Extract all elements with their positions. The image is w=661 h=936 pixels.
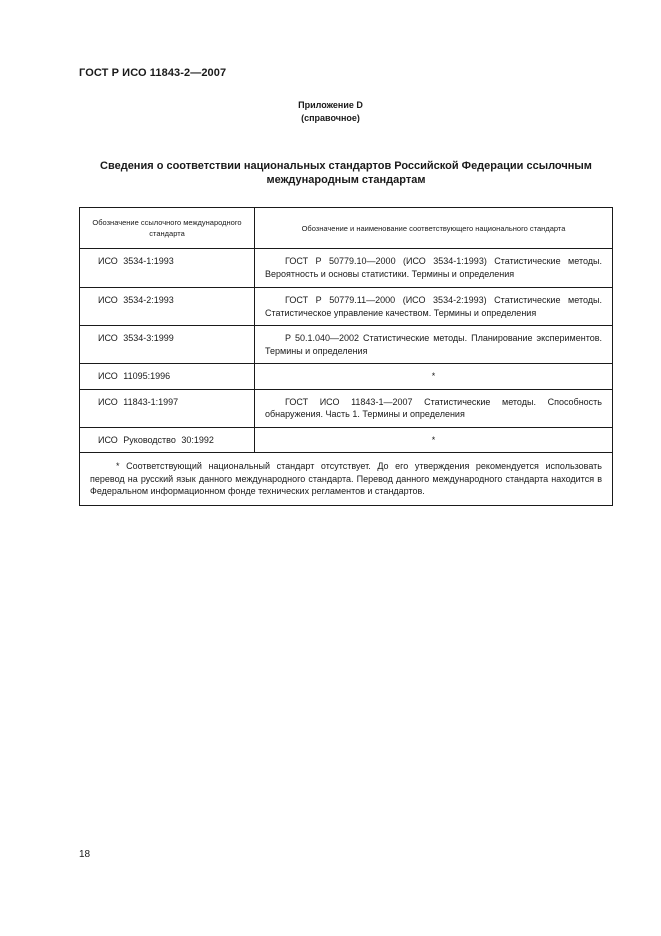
page-number: 18: [79, 849, 91, 860]
annex-subtitle: (справочное): [301, 113, 360, 123]
annex-title: Приложение D: [298, 100, 363, 110]
national-standard-cell: *: [255, 427, 613, 453]
table-footnote: * Соответствующий национальный стандарт отсутствует. До его утверждения рекомендуется использовать перевод на русский язык данного международного стандарта. Перевод данного международного стандарта находится в Федеральном информационном фонде технических регламентов и стандартов.: [90, 461, 602, 496]
column-header-international: Обозначение ссылочного международного стандарта: [80, 208, 255, 249]
national-standard-cell: *: [255, 364, 613, 390]
table-row: [80, 288, 612, 326]
international-standard-cell: ИСО 3534-3:1999: [80, 326, 255, 364]
international-standard-cell: ИСО 11843-1:1997: [80, 389, 255, 427]
international-standard-cell: ИСО 3534-2:1993: [80, 288, 255, 326]
national-standard-cell: Р 50.1.040—2002 Статистические методы. Планирование экспериментов. Термины и определения: [255, 326, 613, 364]
table-header-row: [80, 208, 612, 249]
national-standard-cell: ГОСТ Р 50779.10—2000 (ИСО 3534-1:1993) Статистические методы. Вероятность и основы статистики. Термины и определения: [255, 249, 613, 288]
column-header-national: Обозначение и наименование соответствующего национального стандарта: [255, 208, 613, 249]
table-row: [80, 389, 612, 427]
national-standard-cell: ГОСТ ИСО 11843-1—2007 Статистические методы. Способность обнаружения. Часть 1. Термины и определения: [255, 389, 613, 427]
national-standard-cell: ГОСТ Р 50779.11—2000 (ИСО 3534-2:1993) Статистические методы. Статистическое управление качеством. Термины и определения: [255, 288, 613, 326]
correspondence-table: [79, 207, 613, 506]
section-heading: Сведения о соответствии национальных стандартов Российской Федерации ссылочным международным стандартам: [100, 160, 592, 186]
table-row: [80, 427, 612, 453]
international-standard-cell: ИСО Руководство 30:1992: [80, 427, 255, 453]
table-row: [80, 249, 612, 288]
document-code: ГОСТ Р ИСО 11843-2—2007: [79, 67, 227, 79]
table-row: [80, 326, 612, 364]
table-row: [80, 364, 612, 390]
international-standard-cell: ИСО 11095:1996: [80, 364, 255, 390]
international-standard-cell: ИСО 3534-1:1993: [80, 249, 255, 288]
